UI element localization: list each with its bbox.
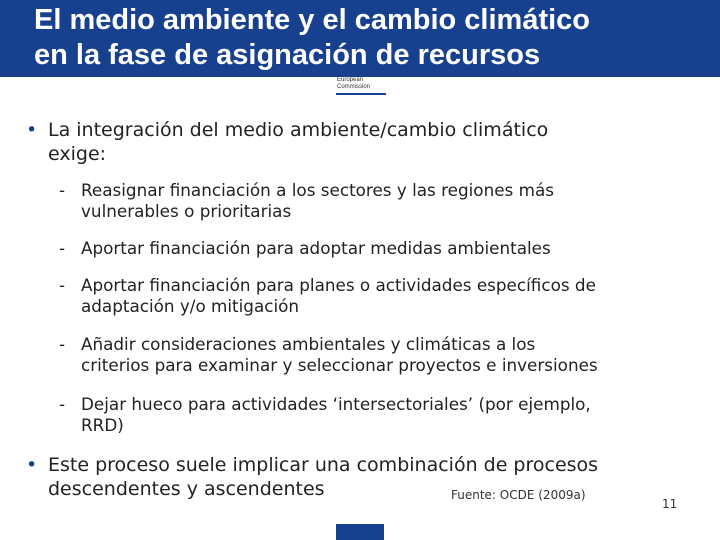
logo-text-line-2: Commission <box>337 84 371 90</box>
sub-bullet-item <box>59 238 551 259</box>
sub-bullet-text-line: vulnerables o prioritarias <box>81 201 292 221</box>
logo-text-line-1: European <box>337 77 364 83</box>
bullet-item <box>26 118 549 166</box>
sub-bullet-text-line: Reasignar financiación a los sectores y las regiones más <box>81 180 554 200</box>
bullet-text-line: descendentes y ascendentes <box>48 478 325 500</box>
title-line-1: El medio ambiente y el cambio climático <box>34 4 591 36</box>
sub-bullet-item <box>59 394 591 436</box>
bullet-text-line: exige: <box>48 143 107 165</box>
bullet-text-line: Este proceso suele implicar una combinación de procesos <box>48 454 599 476</box>
bullet-icon: • <box>26 454 38 476</box>
source-citation: Fuente: OCDE (2009a) <box>451 488 586 502</box>
dash-icon: - <box>59 394 66 414</box>
dash-icon: - <box>59 238 66 258</box>
logo-flag-bar <box>336 74 386 76</box>
sub-bullet-text-line: criterios para examinar y seleccionar proyectos e inversiones <box>81 355 598 375</box>
slide-title <box>34 3 718 73</box>
dash-icon: - <box>59 180 66 200</box>
european-commission-logo <box>336 74 386 98</box>
title-line-2: en la fase de asignación de recursos <box>34 39 541 71</box>
title-bar <box>0 0 720 77</box>
bullet-text-line: La integración del medio ambiente/cambio climático <box>48 119 549 141</box>
logo-underline <box>336 93 386 95</box>
sub-bullet-item <box>59 275 596 317</box>
bullet-icon: • <box>26 119 38 141</box>
sub-bullet-item <box>59 180 554 222</box>
dash-icon: - <box>59 275 66 295</box>
sub-bullet-text-line: Aportar financiación para adoptar medidas ambientales <box>81 238 551 258</box>
footer-flag-bar <box>336 524 384 540</box>
sub-bullet-text-line: Añadir consideraciones ambientales y climáticas a los <box>81 334 536 354</box>
sub-bullet-item <box>59 334 598 376</box>
sub-bullet-text-line: Aportar financiación para planes o actividades específicos de <box>81 275 596 295</box>
sub-bullet-text-line: RRD) <box>81 415 124 435</box>
page-number: 11 <box>662 497 678 511</box>
sub-bullet-text-line: adaptación y/o mitigación <box>81 296 300 316</box>
sub-bullet-text-line: Dejar hueco para actividades ‘intersectoriales’ (por ejemplo, <box>81 394 591 414</box>
dash-icon: - <box>59 334 66 354</box>
